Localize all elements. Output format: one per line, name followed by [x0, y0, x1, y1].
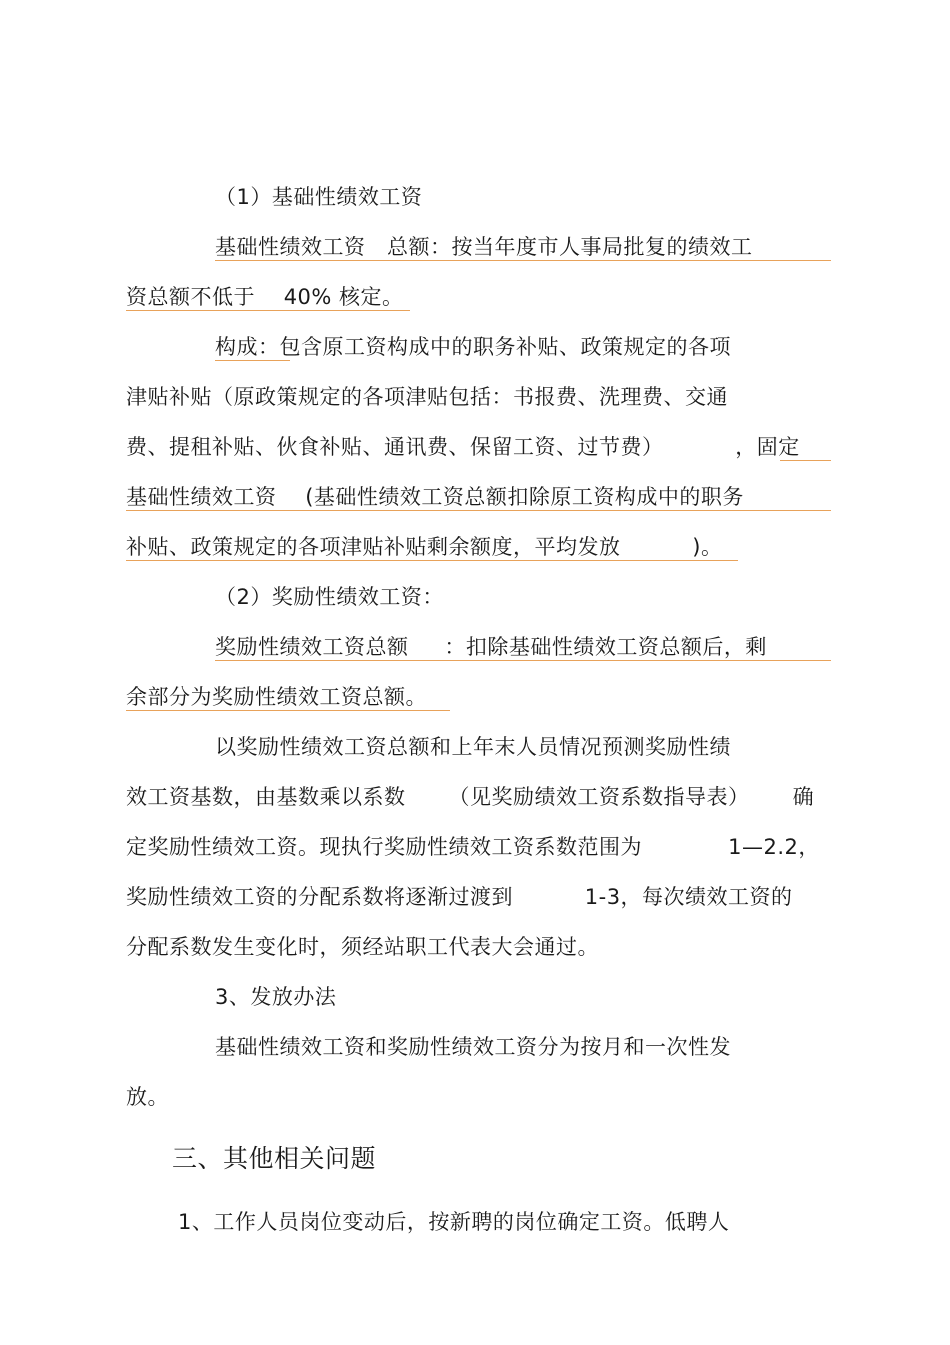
reward-total-line-1: 奖励性绩效工资总额 ：扣除基础性绩效工资总额后，剩	[215, 635, 767, 659]
coefficient-line-2: 效工资基数，由基数乘以系数 （见奖励绩效工资系数指导表） 确	[126, 785, 815, 809]
reward-total-line-2: 余部分为奖励性绩效工资总额。	[126, 685, 427, 709]
underline	[126, 310, 410, 311]
coefficient-line-1: 以奖励性绩效工资总额和上年末人员情况预测奖励性绩	[215, 735, 731, 759]
composition-line-5: 补贴、政策规定的各项津贴补贴剩余额度，平均发放 )。	[126, 535, 723, 559]
coefficient-line-3: 定奖励性绩效工资。现执行奖励性绩效工资系数范围为 1—2.2，	[126, 835, 820, 859]
reward-salary-title: （2）奖励性绩效工资：	[215, 585, 444, 609]
basic-total-line-1: 基础性绩效工资 总额：按当年度市人事局批复的绩效工	[215, 235, 753, 259]
payment-line-2: 放。	[126, 1085, 169, 1109]
composition-line-2: 津贴补贴（原政策规定的各项津贴包括：书报费、洗理费、交通	[126, 385, 728, 409]
payment-method-title: 3、发放办法	[215, 985, 337, 1009]
underline	[215, 660, 831, 661]
other-item-1: 1、工作人员岗位变动后，按新聘的岗位确定工资。低聘人	[178, 1210, 730, 1234]
underline	[126, 560, 738, 561]
coefficient-line-5: 分配系数发生变化时，须经站职工代表大会通过。	[126, 935, 599, 959]
underline	[126, 510, 831, 511]
underline	[215, 260, 831, 261]
section-heading-other: 三、其他相关问题	[172, 1144, 377, 1173]
composition-line-1: 构成：包含原工资构成中的职务补贴、政策规定的各项	[215, 335, 731, 359]
underline	[126, 710, 450, 711]
composition-line-3: 费、提租补贴、伙食补贴、通讯费、保留工资、过节费） ，固定	[126, 435, 800, 459]
underline	[780, 460, 831, 461]
basic-total-line-2: 资总额不低于 40% 核定。	[126, 285, 404, 309]
coefficient-line-4: 奖励性绩效工资的分配系数将逐渐过渡到 1-3，每次绩效工资的	[126, 885, 793, 909]
basic-salary-title: （1）基础性绩效工资	[215, 185, 423, 209]
underline	[215, 360, 290, 361]
composition-line-4: 基础性绩效工资 (基础性绩效工资总额扣除原工资构成中的职务	[126, 485, 744, 509]
payment-line-1: 基础性绩效工资和奖励性绩效工资分为按月和一次性发	[215, 1035, 731, 1059]
